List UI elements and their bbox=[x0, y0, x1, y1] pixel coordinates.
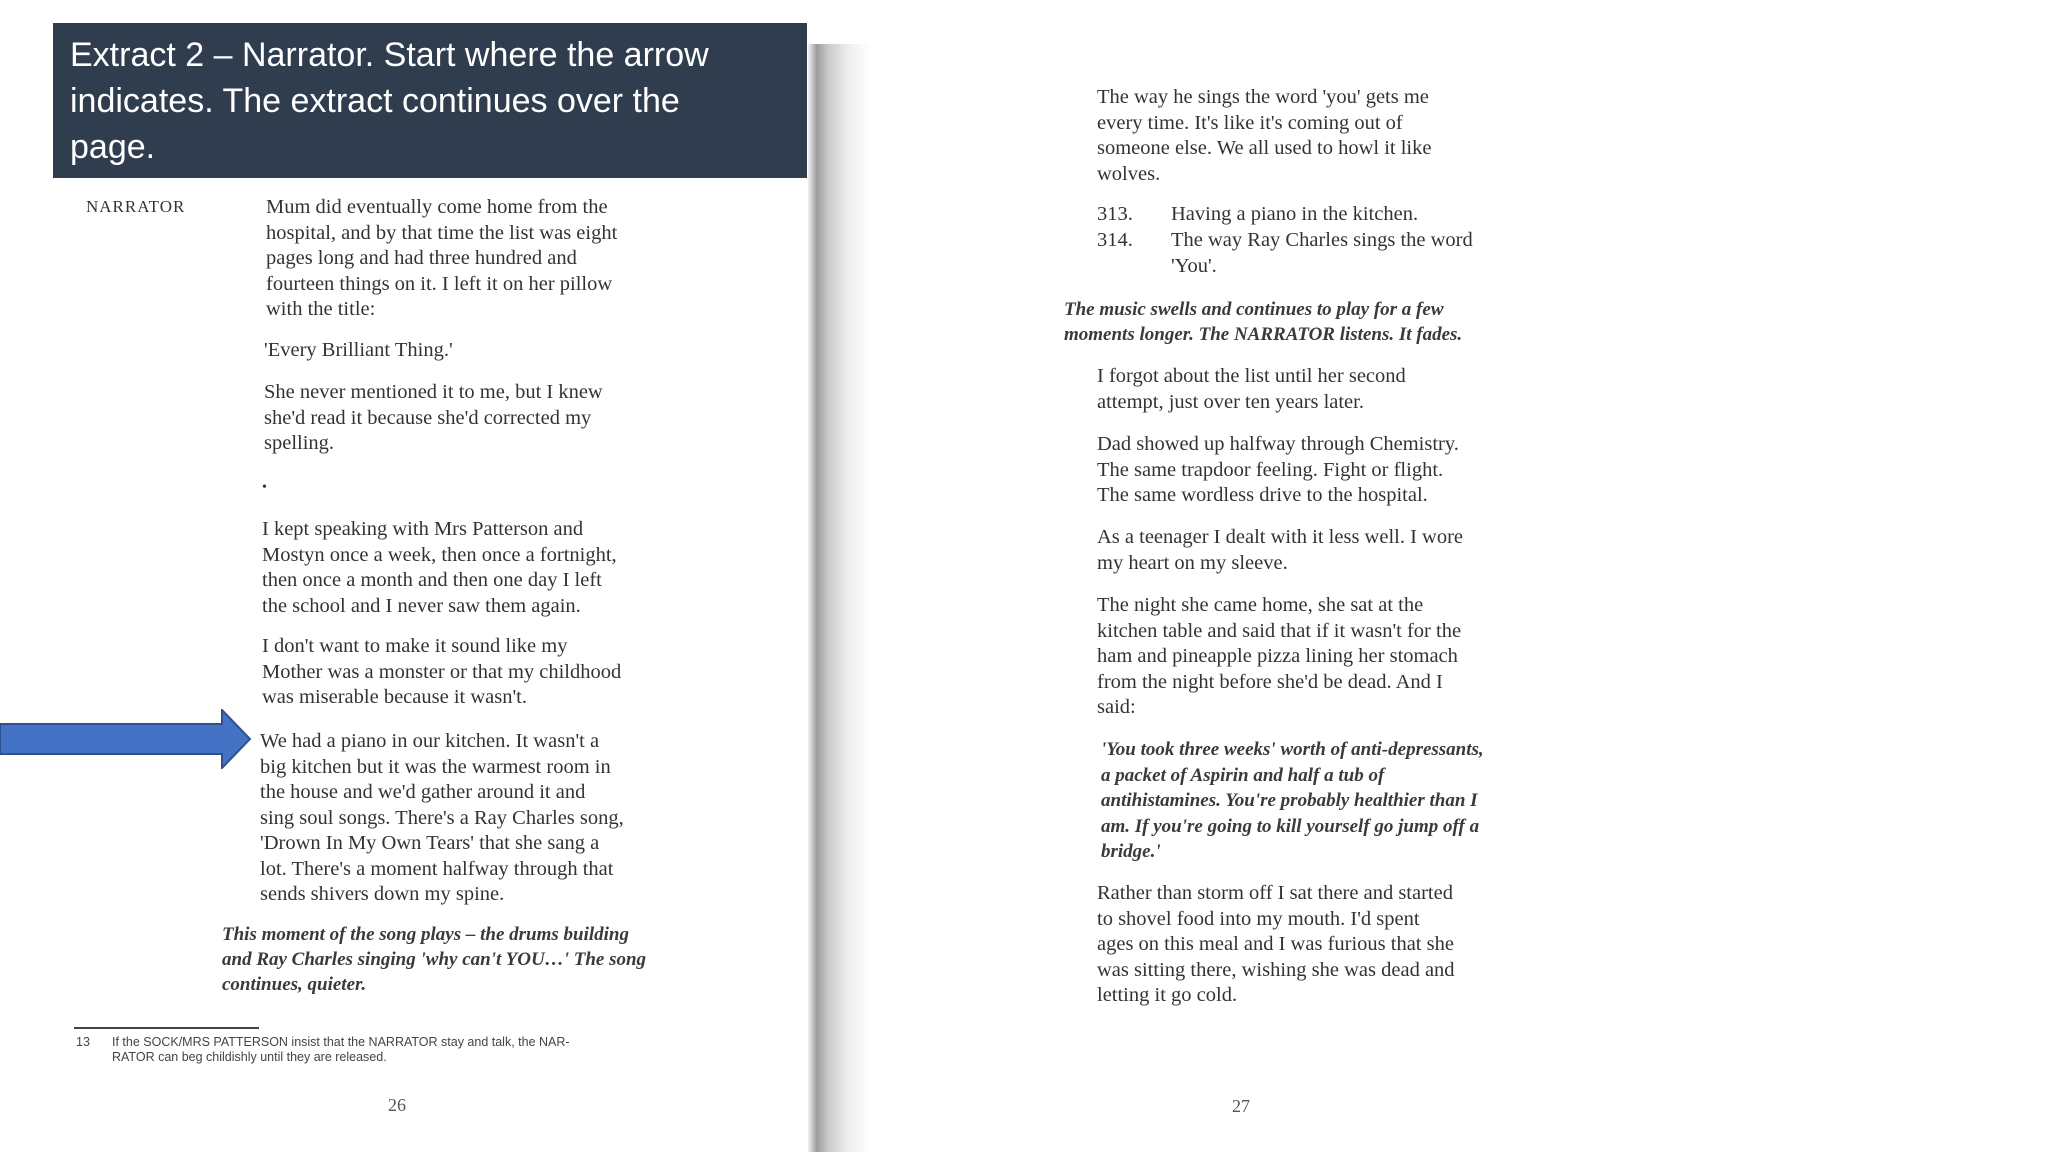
right-quote bbox=[1101, 737, 1484, 865]
text-line: The night she came home, she sat at the bbox=[1097, 594, 1424, 616]
text-line: lot. There's a moment halfway through that bbox=[260, 857, 614, 880]
text-line: then once a month and then one day I left bbox=[262, 569, 602, 591]
text-line: ham and pineapple pizza lining her stomach bbox=[1097, 645, 1458, 667]
text-line: The way he sings the word 'you' gets me bbox=[1097, 86, 1429, 108]
text-line: am. If you're going to kill yourself go jump off a bbox=[1101, 815, 1480, 837]
text-line: ages on this meal and I was furious that she bbox=[1097, 933, 1454, 955]
text-line: pages long and had three hundred and bbox=[266, 247, 577, 269]
text-line: wolves. bbox=[1097, 162, 1161, 185]
text-line: bridge.' bbox=[1101, 841, 1161, 862]
right-paragraph-5 bbox=[1097, 593, 1461, 721]
text-line: As a teenager I dealt with it less well. I wore bbox=[1097, 526, 1464, 548]
text-line: The same wordless drive to the hospital. bbox=[1097, 484, 1428, 506]
text-line: big kitchen but it was the warmest room in bbox=[260, 755, 611, 778]
left-stage-direction bbox=[222, 922, 646, 997]
text-line: and Ray Charles singing 'why can't YOU…' The song bbox=[222, 949, 647, 970]
footnote-rule bbox=[74, 1027, 259, 1029]
text-line: said: bbox=[1097, 696, 1136, 718]
left-paragraph-2: 'Every Brilliant Thing.' bbox=[264, 339, 453, 361]
text-line: We had a piano in our kitchen. It wasn't a bbox=[260, 730, 600, 752]
text-line: Mostyn once a week, then once a fortnight, bbox=[262, 543, 617, 566]
right-stage-direction bbox=[1064, 297, 1462, 347]
text-line: attempt, just over ten years later. bbox=[1097, 390, 1364, 413]
text-line: hospital, and by that time the list was eight bbox=[266, 221, 618, 244]
instruction-banner bbox=[53, 23, 807, 178]
section-break-bullet: • bbox=[262, 480, 267, 495]
left-paragraph-4 bbox=[262, 517, 617, 619]
footnote bbox=[112, 1035, 570, 1065]
text-line: Mother was a monster or that my childhood bbox=[262, 660, 622, 683]
text-line: sends shivers down my spine. bbox=[260, 883, 505, 905]
text-line: I forgot about the list until her second bbox=[1097, 365, 1406, 387]
text-line: the house and we'd gather around it and bbox=[260, 781, 586, 803]
text-line: letting it go cold. bbox=[1097, 984, 1238, 1006]
right-paragraph-4 bbox=[1097, 525, 1463, 576]
text-line: my heart on my sleeve. bbox=[1097, 551, 1288, 574]
list-number: 313. bbox=[1097, 203, 1133, 225]
text-line: was miserable because it wasn't. bbox=[262, 686, 527, 708]
text-line: from the night before she'd be dead. And I bbox=[1097, 670, 1443, 693]
text-line: moments longer. The NARRATOR listens. It fades. bbox=[1064, 324, 1463, 345]
list-item-314 bbox=[1097, 228, 1133, 254]
text-line: Rather than storm off I sat there and started bbox=[1097, 882, 1453, 904]
text-line: The way Ray Charles sings the word bbox=[1171, 229, 1473, 251]
left-paragraph-6-extract-start bbox=[260, 729, 624, 908]
list-item-314-text bbox=[1171, 228, 1473, 279]
text-line: she'd read it because she'd corrected my bbox=[264, 406, 592, 429]
text-line: Dad showed up halfway through Chemistry. bbox=[1097, 433, 1459, 455]
text-line: with the title: bbox=[266, 298, 376, 320]
text-line: every time. It's like it's coming out of bbox=[1097, 111, 1403, 134]
left-paragraph-1 bbox=[266, 195, 617, 323]
text-line: She never mentioned it to me, but I knew bbox=[264, 381, 603, 403]
text-line: 'Drown In My Own Tears' that she sang a bbox=[260, 832, 600, 854]
text-line: 'You'. bbox=[1171, 254, 1217, 277]
right-paragraph-1 bbox=[1097, 85, 1431, 187]
right-paragraph-3 bbox=[1097, 432, 1459, 509]
text-line: fourteen things on it. I left it on her pillow bbox=[266, 272, 613, 295]
banner-line-2: indicates. The extract continues over the bbox=[70, 82, 680, 120]
list-number: 314. bbox=[1097, 229, 1133, 251]
arrow-shape bbox=[0, 710, 250, 768]
page-number-right: 27 bbox=[1232, 1096, 1250, 1116]
text-line: Having a piano in the kitchen. bbox=[1171, 203, 1419, 225]
text-line: to shovel food into my mouth. I'd spent bbox=[1097, 907, 1420, 930]
text-line: a packet of Aspirin and half a tub of bbox=[1101, 764, 1385, 786]
text-line: The same trapdoor feeling. Fight or flight. bbox=[1097, 458, 1444, 481]
text-line: RATOR can beg childishly until they are released. bbox=[112, 1050, 387, 1064]
text-line: This moment of the song plays – the drums building bbox=[222, 924, 629, 945]
text-line: was sitting there, wishing she was dead and bbox=[1097, 958, 1455, 981]
text-line: spelling. bbox=[264, 432, 335, 454]
speaker-label: NARRATOR bbox=[86, 197, 186, 216]
right-paragraph-6 bbox=[1097, 881, 1455, 1009]
list-item-313 bbox=[1097, 202, 1133, 228]
text-line: kitchen table and said that if it wasn't for the bbox=[1097, 619, 1462, 642]
right-arrow-icon bbox=[0, 709, 252, 769]
text-line: Mum did eventually come home from the bbox=[266, 196, 608, 218]
list-item-313-text bbox=[1171, 202, 1418, 228]
page-number-left: 26 bbox=[388, 1095, 406, 1115]
text-line: I kept speaking with Mrs Patterson and bbox=[262, 518, 584, 540]
left-paragraph-3 bbox=[264, 380, 603, 457]
text-line: antihistamines. You're probably healthier than I bbox=[1101, 790, 1478, 811]
text-line: continues, quieter. bbox=[222, 974, 367, 995]
banner-line-3: page. bbox=[70, 128, 156, 166]
footnote-marker: 13 bbox=[76, 1035, 90, 1049]
text-line: If the SOCK/MRS PATTERSON insist that the NARRATOR stay and talk, the NAR- bbox=[112, 1035, 570, 1049]
book-gutter-shadow bbox=[808, 44, 870, 1152]
text-line: The music swells and continues to play for a few bbox=[1064, 299, 1444, 320]
text-line: 'You took three weeks' worth of anti-depressants, bbox=[1101, 739, 1484, 760]
text-line: the school and I never saw them again. bbox=[262, 594, 581, 617]
banner-line-1: Extract 2 – Narrator. Start where the arrow bbox=[70, 36, 709, 74]
text-line: someone else. We all used to howl it like bbox=[1097, 137, 1432, 159]
text-line: I don't want to make it sound like my bbox=[262, 635, 568, 657]
text-line: sing soul songs. There's a Ray Charles song, bbox=[260, 806, 624, 829]
left-paragraph-5 bbox=[262, 634, 621, 711]
right-paragraph-2 bbox=[1097, 364, 1406, 415]
